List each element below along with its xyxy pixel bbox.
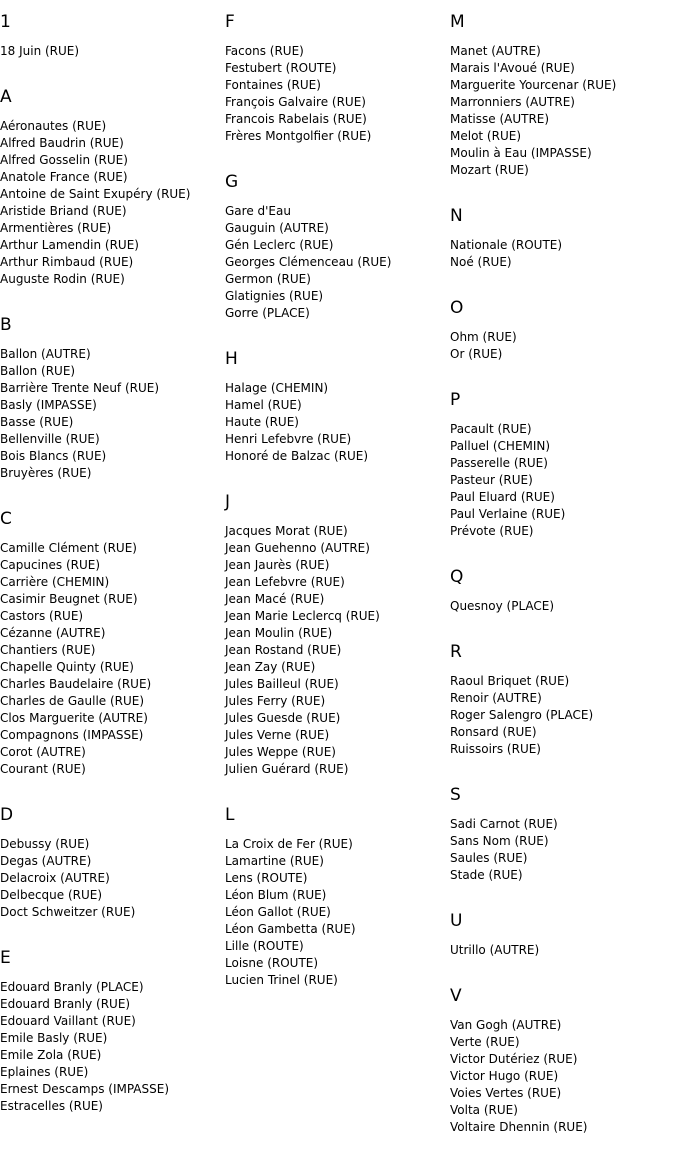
street-item: Volta (RUE) [450,1103,518,1117]
letter-section [225,10,450,145]
street-item: Passerelle (RUE) [450,456,548,470]
street-item: Chapelle Quinty (RUE) [0,660,134,674]
letter-section [0,946,225,1115]
street-list [450,329,675,363]
letter-section [225,170,450,322]
street-item: Aéronautes (RUE) [0,119,107,133]
street-item: Melot (RUE) [450,129,521,143]
street-item: Antoine de Saint Exupéry (RUE) [0,187,191,201]
street-item: Estracelles (RUE) [0,1099,103,1113]
street-item: Marais l'Avoué (RUE) [450,61,575,75]
street-item: Matisse (AUTRE) [450,112,550,126]
street-item: Armentières (RUE) [0,221,112,235]
street-item: Casimir Beugnet (RUE) [0,592,138,606]
street-item: Marguerite Yourcenar (RUE) [450,78,617,92]
street-item: Lamartine (RUE) [225,854,324,868]
street-item: Jean Marie Leclercq (RUE) [225,609,380,623]
street-item: Manet (AUTRE) [450,44,541,58]
letter-section [0,85,225,288]
street-item: Facons (RUE) [225,44,304,58]
street-list [450,598,675,615]
section-letter-heading: J [225,492,231,512]
street-item: Léon Gambetta (RUE) [225,922,356,936]
letter-section [225,803,450,989]
street-item: Courant (RUE) [0,762,86,776]
street-list [0,979,225,1115]
street-item: Francois Rabelais (RUE) [225,112,367,126]
street-list [450,1017,675,1136]
street-item: Arthur Rimbaud (RUE) [0,255,134,269]
section-letter-heading: R [450,642,462,662]
index-column [225,10,450,1014]
street-item: Delacroix (AUTRE) [0,871,110,885]
street-item: Bruyères (RUE) [0,466,92,480]
letter-section [450,565,675,615]
section-letter-heading: B [0,315,12,335]
letter-section [450,984,675,1136]
index-column [0,10,225,1140]
street-item: Jules Guesde (RUE) [225,711,341,725]
street-item: Noé (RUE) [450,255,512,269]
street-item: Jules Bailleul (RUE) [225,677,339,691]
street-item: Quesnoy (PLACE) [450,599,555,613]
street-item: Jean Moulin (RUE) [225,626,333,640]
section-letter-heading: L [225,805,235,825]
street-item: Léon Gallot (RUE) [225,905,331,919]
street-item: Sans Nom (RUE) [450,834,549,848]
street-list [225,43,450,145]
street-item: Georges Clémenceau (RUE) [225,255,392,269]
street-item: Honoré de Balzac (RUE) [225,449,369,463]
street-item: Ruissoirs (RUE) [450,742,541,756]
letter-section [450,10,675,179]
street-item: Camille Clément (RUE) [0,541,137,555]
section-letter-heading: U [450,911,463,931]
street-list [225,523,450,778]
street-item: Emile Basly (RUE) [0,1031,108,1045]
street-item: Jean Guehenno (AUTRE) [225,541,370,555]
street-item: Paul Eluard (RUE) [450,490,555,504]
street-item: Pasteur (RUE) [450,473,533,487]
letter-section [225,490,450,778]
street-item: Basly (IMPASSE) [0,398,97,412]
section-letter-heading: G [225,172,239,192]
street-item: Festubert (ROUTE) [225,61,337,75]
letter-section [450,296,675,363]
street-list [0,836,225,921]
street-item: Moulin à Eau (IMPASSE) [450,146,592,160]
street-item: Doct Schweitzer (RUE) [0,905,136,919]
street-item: Alfred Gosselin (RUE) [0,153,128,167]
street-item: Saules (RUE) [450,851,528,865]
section-letter-heading: H [225,349,238,369]
street-item: Verte (RUE) [450,1035,520,1049]
street-item: Sadi Carnot (RUE) [450,817,558,831]
street-item: Emile Zola (RUE) [0,1048,102,1062]
street-list [450,43,675,179]
street-item: Degas (AUTRE) [0,854,92,868]
street-item: Lille (ROUTE) [225,939,304,953]
section-letter-heading: C [0,509,12,529]
street-item: Ballon (AUTRE) [0,347,91,361]
street-item: Charles de Gaulle (RUE) [0,694,145,708]
street-item: Jean Jaurès (RUE) [225,558,330,572]
street-item: Renoir (AUTRE) [450,691,542,705]
section-letter-heading: M [450,12,465,32]
letter-section [0,10,225,60]
street-item: Chantiers (RUE) [0,643,96,657]
street-item: Edouard Branly (PLACE) [0,980,144,994]
street-item: 18 Juin (RUE) [0,44,80,58]
street-item: Henri Lefebvre (RUE) [225,432,352,446]
street-item: Germon (RUE) [225,272,311,286]
street-list [450,421,675,540]
street-item: Jean Macé (RUE) [225,592,325,606]
street-item: Frères Montgolfier (RUE) [225,129,372,143]
street-list [0,43,225,60]
street-item: Gauguin (AUTRE) [225,221,329,235]
street-item: Charles Baudelaire (RUE) [0,677,152,691]
street-item: Jules Weppe (RUE) [225,745,336,759]
street-item: Barrière Trente Neuf (RUE) [0,381,160,395]
street-item: Capucines (RUE) [0,558,101,572]
street-list [0,346,225,482]
street-item: Lucien Trinel (RUE) [225,973,338,987]
street-item: Jules Ferry (RUE) [225,694,326,708]
street-list [0,540,225,778]
street-item: Jean Rostand (RUE) [225,643,342,657]
street-item: Or (RUE) [450,347,503,361]
street-item: Roger Salengro (PLACE) [450,708,594,722]
letter-section [450,640,675,758]
street-item: Ohm (RUE) [450,330,517,344]
street-item: Léon Blum (RUE) [225,888,327,902]
street-list [0,118,225,288]
section-letter-heading: S [450,785,461,805]
street-item: Lens (ROUTE) [225,871,308,885]
letter-section [0,803,225,921]
letter-section [450,204,675,271]
street-list [450,942,675,959]
street-item: Delbecque (RUE) [0,888,103,902]
street-item: Eplaines (RUE) [0,1065,89,1079]
street-list [225,836,450,989]
section-letter-heading: O [450,298,464,318]
section-letter-heading: D [0,805,14,825]
street-item: Compagnons (IMPASSE) [0,728,144,742]
street-item: Jacques Morat (RUE) [225,524,348,538]
street-item: Bellenville (RUE) [0,432,100,446]
street-item: Victor Hugo (RUE) [450,1069,559,1083]
letter-section [0,313,225,482]
section-letter-heading: F [225,12,235,32]
letter-section [225,347,450,465]
street-item: Carrière (CHEMIN) [0,575,110,589]
street-item: Ernest Descamps (IMPASSE) [0,1082,170,1096]
street-item: Bois Blancs (RUE) [0,449,107,463]
street-item: François Galvaire (RUE) [225,95,366,109]
street-item: Edouard Vaillant (RUE) [0,1014,136,1028]
street-item: Ronsard (RUE) [450,725,537,739]
section-letter-heading: 1 [0,12,11,32]
street-item: Voies Vertes (RUE) [450,1086,562,1100]
street-item: Castors (RUE) [0,609,84,623]
street-item: Gare d'Eau [225,204,291,218]
street-item: Paul Verlaine (RUE) [450,507,566,521]
street-item: Stade (RUE) [450,868,523,882]
section-letter-heading: Q [450,567,464,587]
section-letter-heading: N [450,206,463,226]
street-item: Utrillo (AUTRE) [450,943,540,957]
street-list [450,237,675,271]
street-list [225,203,450,322]
street-item: Nationale (ROUTE) [450,238,563,252]
street-item: Corot (AUTRE) [0,745,86,759]
street-list [450,816,675,884]
street-item: Hamel (RUE) [225,398,302,412]
street-item: Marronniers (AUTRE) [450,95,575,109]
street-item: Voltaire Dhennin (RUE) [450,1120,588,1134]
street-item: Palluel (CHEMIN) [450,439,551,453]
street-item: Cézanne (AUTRE) [0,626,106,640]
street-item: Fontaines (RUE) [225,78,321,92]
section-letter-heading: A [0,87,12,107]
street-item: Clos Marguerite (AUTRE) [0,711,148,725]
letter-section [0,507,225,778]
section-letter-heading: E [0,948,11,968]
street-item: Alfred Baudrin (RUE) [0,136,124,150]
street-item: Jean Zay (RUE) [225,660,316,674]
letter-section [450,783,675,884]
street-item: Victor Dutériez (RUE) [450,1052,578,1066]
street-item: Julien Guérard (RUE) [225,762,349,776]
street-item: Ballon (RUE) [0,364,76,378]
street-item: Pacault (RUE) [450,422,532,436]
section-letter-heading: V [450,986,462,1006]
street-item: Glatignies (RUE) [225,289,324,303]
street-item: Gorre (PLACE) [225,306,310,320]
street-item: Auguste Rodin (RUE) [0,272,125,286]
street-item: Jean Lefebvre (RUE) [225,575,345,589]
street-item: Mozart (RUE) [450,163,529,177]
street-item: La Croix de Fer (RUE) [225,837,353,851]
street-item: Debussy (RUE) [0,837,90,851]
street-item: Halage (CHEMIN) [225,381,329,395]
letter-section [450,909,675,959]
street-item: Anatole France (RUE) [0,170,128,184]
street-item: Prévote (RUE) [450,524,534,538]
section-letter-heading: P [450,390,461,410]
street-list [225,380,450,465]
street-item: Jules Verne (RUE) [225,728,330,742]
street-item: Arthur Lamendin (RUE) [0,238,139,252]
letter-section [450,388,675,540]
street-list [450,673,675,758]
street-item: Loisne (ROUTE) [225,956,319,970]
street-item: Raoul Briquet (RUE) [450,674,570,688]
street-item: Edouard Branly (RUE) [0,997,131,1011]
street-item: Basse (RUE) [0,415,74,429]
street-item: Van Gogh (AUTRE) [450,1018,562,1032]
street-item: Gén Leclerc (RUE) [225,238,334,252]
index-column [450,10,675,1161]
street-item: Aristide Briand (RUE) [0,204,127,218]
street-item: Haute (RUE) [225,415,299,429]
